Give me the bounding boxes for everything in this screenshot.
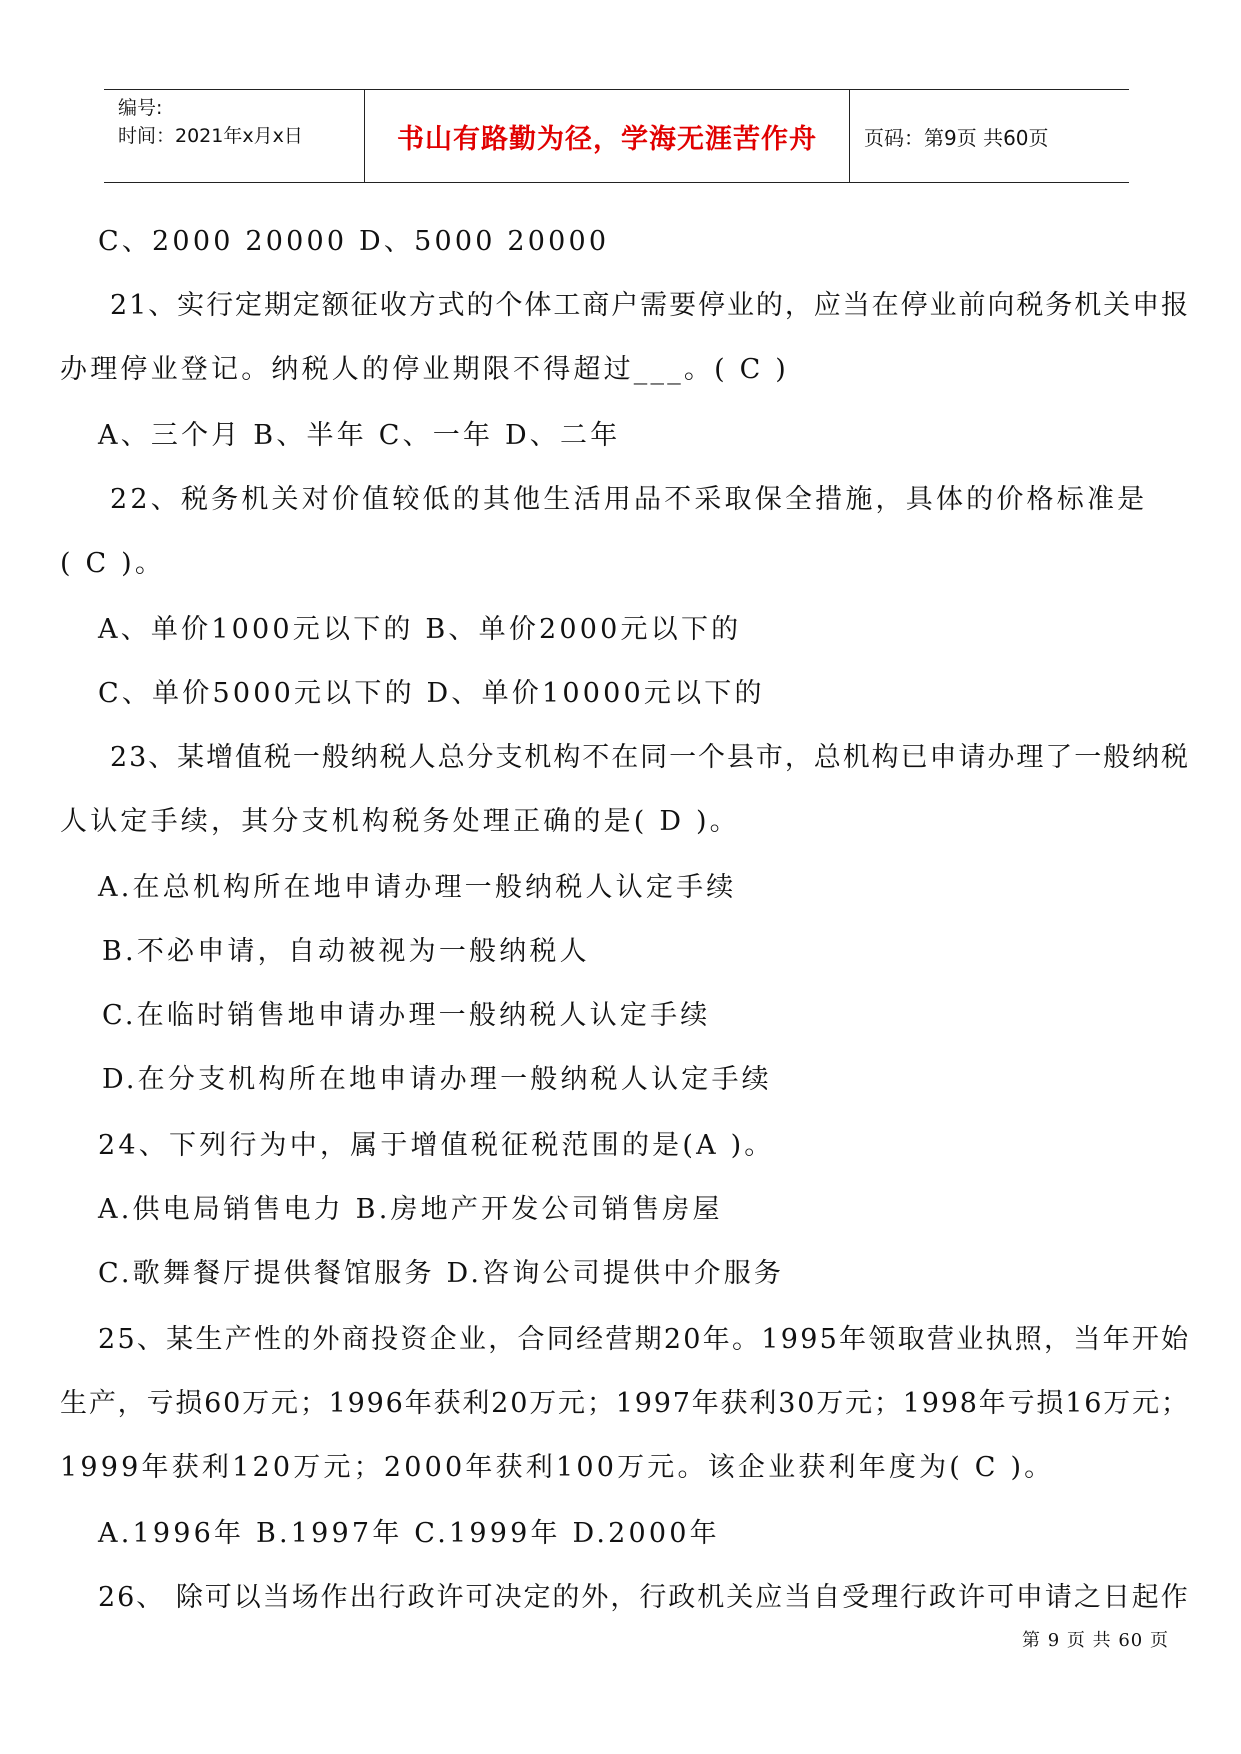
text-line: 1999年获利120万元；2000年获利100万元。该企业获利年度为( C )。 [60, 1452, 1055, 1483]
text-line: C、2000 20000 D、5000 20000 [98, 226, 610, 257]
header-motto: 书山有路勤为径，学海无涯苦作舟 [397, 123, 817, 155]
text-line: C.在临时销售地申请办理一般纳税人认定手续 [102, 1000, 711, 1031]
document-header [104, 89, 1129, 183]
text-line: 24、下列行为中，属于增值税征税范围的是(A )。 [98, 1130, 775, 1161]
header-page-label: 页码：第9页 共60页 [864, 125, 1049, 150]
text-line: 26、 除可以当场作出行政许可决定的外，行政机关应当自受理行政许可申请之日起作 [98, 1582, 1190, 1613]
text-line: 生产，亏损60万元；1996年获利20万元；1997年获利30万元；1998年亏损16万元； [60, 1388, 1190, 1419]
time-label: 时间：2021年x月x日 [118, 125, 303, 147]
text-line: A、三个月 B、半年 C、一年 D、二年 [98, 420, 621, 451]
text-line: 21、实行定期定额征收方式的个体工商户需要停业的，应当在停业前向税务机关申报 [110, 290, 1190, 321]
text-line: 办理停业登记。纳税人的停业期限不得超过___。( C ) [60, 354, 789, 385]
text-line: 25、某生产性的外商投资企业，合同经营期20年。1995年领取营业执照，当年开始 [98, 1324, 1191, 1355]
text-line: 22、税务机关对价值较低的其他生活用品不采取保全措施，具体的价格标准是 [110, 484, 1148, 515]
text-line: 人认定手续，其分支机构税务处理正确的是( D )。 [60, 806, 740, 837]
page-footer: 第 9 页 共 60 页 [1022, 1630, 1169, 1651]
text-line: C、单价5000元以下的 D、单价10000元以下的 [98, 678, 765, 709]
header-meta [118, 94, 303, 150]
text-line: A.在总机构所在地申请办理一般纳税人认定手续 [98, 872, 737, 903]
text-line: B.不必申请，自动被视为一般纳税人 [102, 936, 590, 967]
text-line: 23、某增值税一般纳税人总分支机构不在同一个县市，总机构已申请办理了一般纳税 [110, 742, 1190, 773]
number-label: 编号: [118, 97, 163, 119]
text-line: A、单价1000元以下的 B、单价2000元以下的 [98, 614, 742, 645]
text-line: ( C )。 [60, 548, 166, 579]
text-line: A.供电局销售电力 B.房地产开发公司销售房屋 [98, 1194, 723, 1225]
header-divider [849, 90, 850, 182]
text-line: A.1996年 B.1997年 C.1999年 D.2000年 [98, 1518, 720, 1549]
text-line: C.歌舞餐厅提供餐馆服务 D.咨询公司提供中介服务 [98, 1258, 785, 1289]
text-line: D.在分支机构所在地申请办理一般纳税人认定手续 [102, 1064, 772, 1095]
